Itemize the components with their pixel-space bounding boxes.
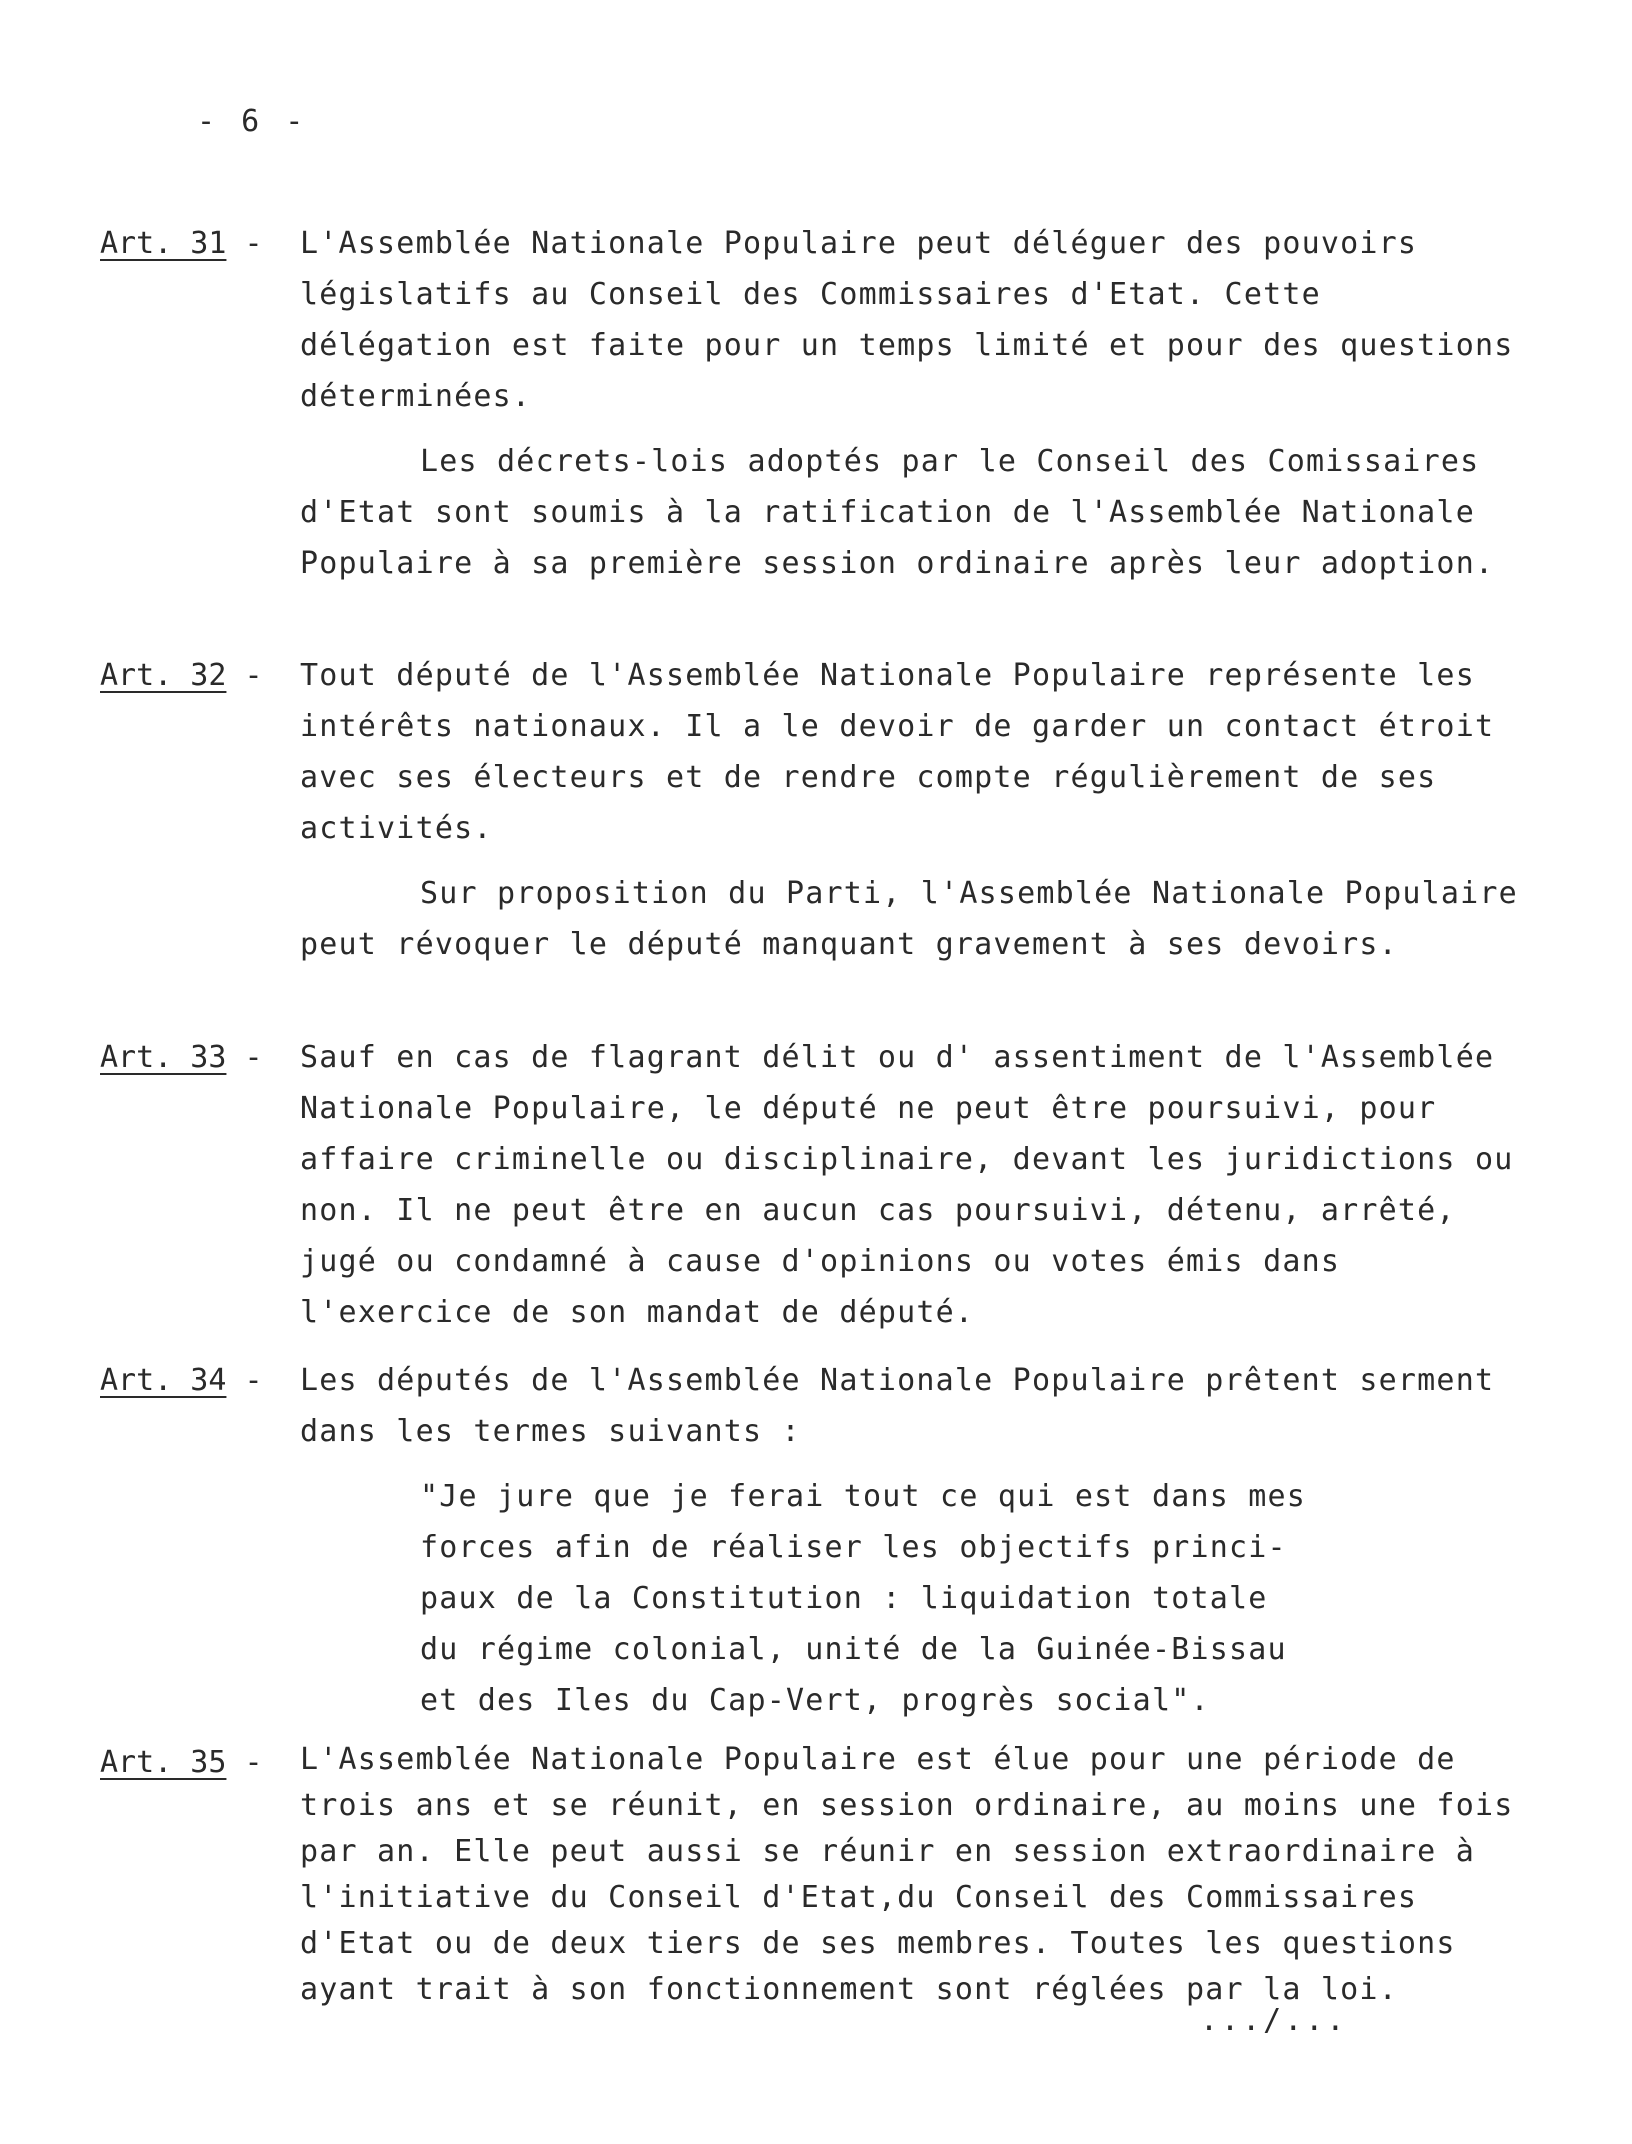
- article-35: [100, 1737, 1520, 2027]
- continued-marker: .../...: [1200, 2003, 1348, 2038]
- article-label: Art. 34 -: [100, 1363, 263, 1398]
- article-body: [300, 650, 1520, 970]
- article-33: [100, 1032, 1520, 1352]
- article-31: [100, 218, 1520, 603]
- article-32: [100, 650, 1520, 984]
- article-paragraph: L'Assemblée Nationale Populaire peut déléguer des pouvoirs législatifs au Conseil des Commissaires d'Etat. Cette délégation est faite pour un temps limité et pour des questions déterminées.: [300, 226, 1514, 414]
- article-number: Art. 33: [100, 1040, 227, 1075]
- article-number: Art. 34: [100, 1363, 227, 1398]
- page-number: - 6 -: [197, 104, 308, 139]
- article-paragraph: L'Assemblée Nationale Populaire est élue pour une période de trois ans et se réunit, en session ordinaire, au moins une fois par an. Elle peut aussi se réunir en session extraordinaire à l'initiative du Conseil d'Etat,du Conseil des Commissaires d'Etat ou de deux tiers de ses membres. Toutes les questions ayant trait à son fonctionnement sont réglées par la loi.: [300, 1742, 1514, 2007]
- article-paragraph: Sauf en cas de flagrant délit ou d' assentiment de l'Assemblée Nationale Populaire, le député ne peut être poursuivi, pour affaire criminelle ou disciplinaire, devant les juridictions ou non. Il ne peut être en aucun cas poursuivi, détenu, arrêté, jugé ou condamné à cause d'opinions ou votes émis dans l'exercice de son mandat de député.: [300, 1040, 1514, 1330]
- article-34: [100, 1355, 1520, 1726]
- article-body: [300, 1355, 1520, 1726]
- article-paragraph: Les députés de l'Assemblée Nationale Populaire prêtent serment dans les termes suivants :: [300, 1363, 1495, 1449]
- article-number: Art. 35: [100, 1745, 227, 1780]
- article-number: Art. 32: [100, 658, 227, 693]
- article-number: Art. 31: [100, 226, 227, 261]
- article-body: [300, 1737, 1520, 2013]
- oath-quote: "Je jure que je ferai tout ce qui est dans mes forces afin de réaliser les objectifs princi- paux de la Constitution : liquidation totale du régime colonial, unité de la Guinée-Bissau et des Iles du Cap-Vert, progrès social".: [420, 1479, 1307, 1718]
- article-label: Art. 32 -: [100, 658, 263, 693]
- article-label: Art. 31 -: [100, 226, 263, 261]
- article-body: [300, 1032, 1520, 1338]
- article-paragraph: Sur proposition du Parti, l'Assemblée Nationale Populaire peut révoquer le député manquant gravement à ses devoirs.: [300, 876, 1518, 962]
- article-body: [300, 218, 1520, 589]
- article-label: Art. 33 -: [100, 1040, 263, 1075]
- article-paragraph: Les décrets-lois adoptés par le Conseil des Comissaires d'Etat sont soumis à la ratification de l'Assemblée Nationale Populaire à sa première session ordinaire après leur adoption.: [300, 444, 1495, 581]
- article-paragraph: Tout député de l'Assemblée Nationale Populaire représente les intérêts nationaux. Il a le devoir de garder un contact étroit avec ses électeurs et de rendre compte régulièrement de ses activités.: [300, 658, 1495, 846]
- article-label: Art. 35 -: [100, 1745, 263, 1780]
